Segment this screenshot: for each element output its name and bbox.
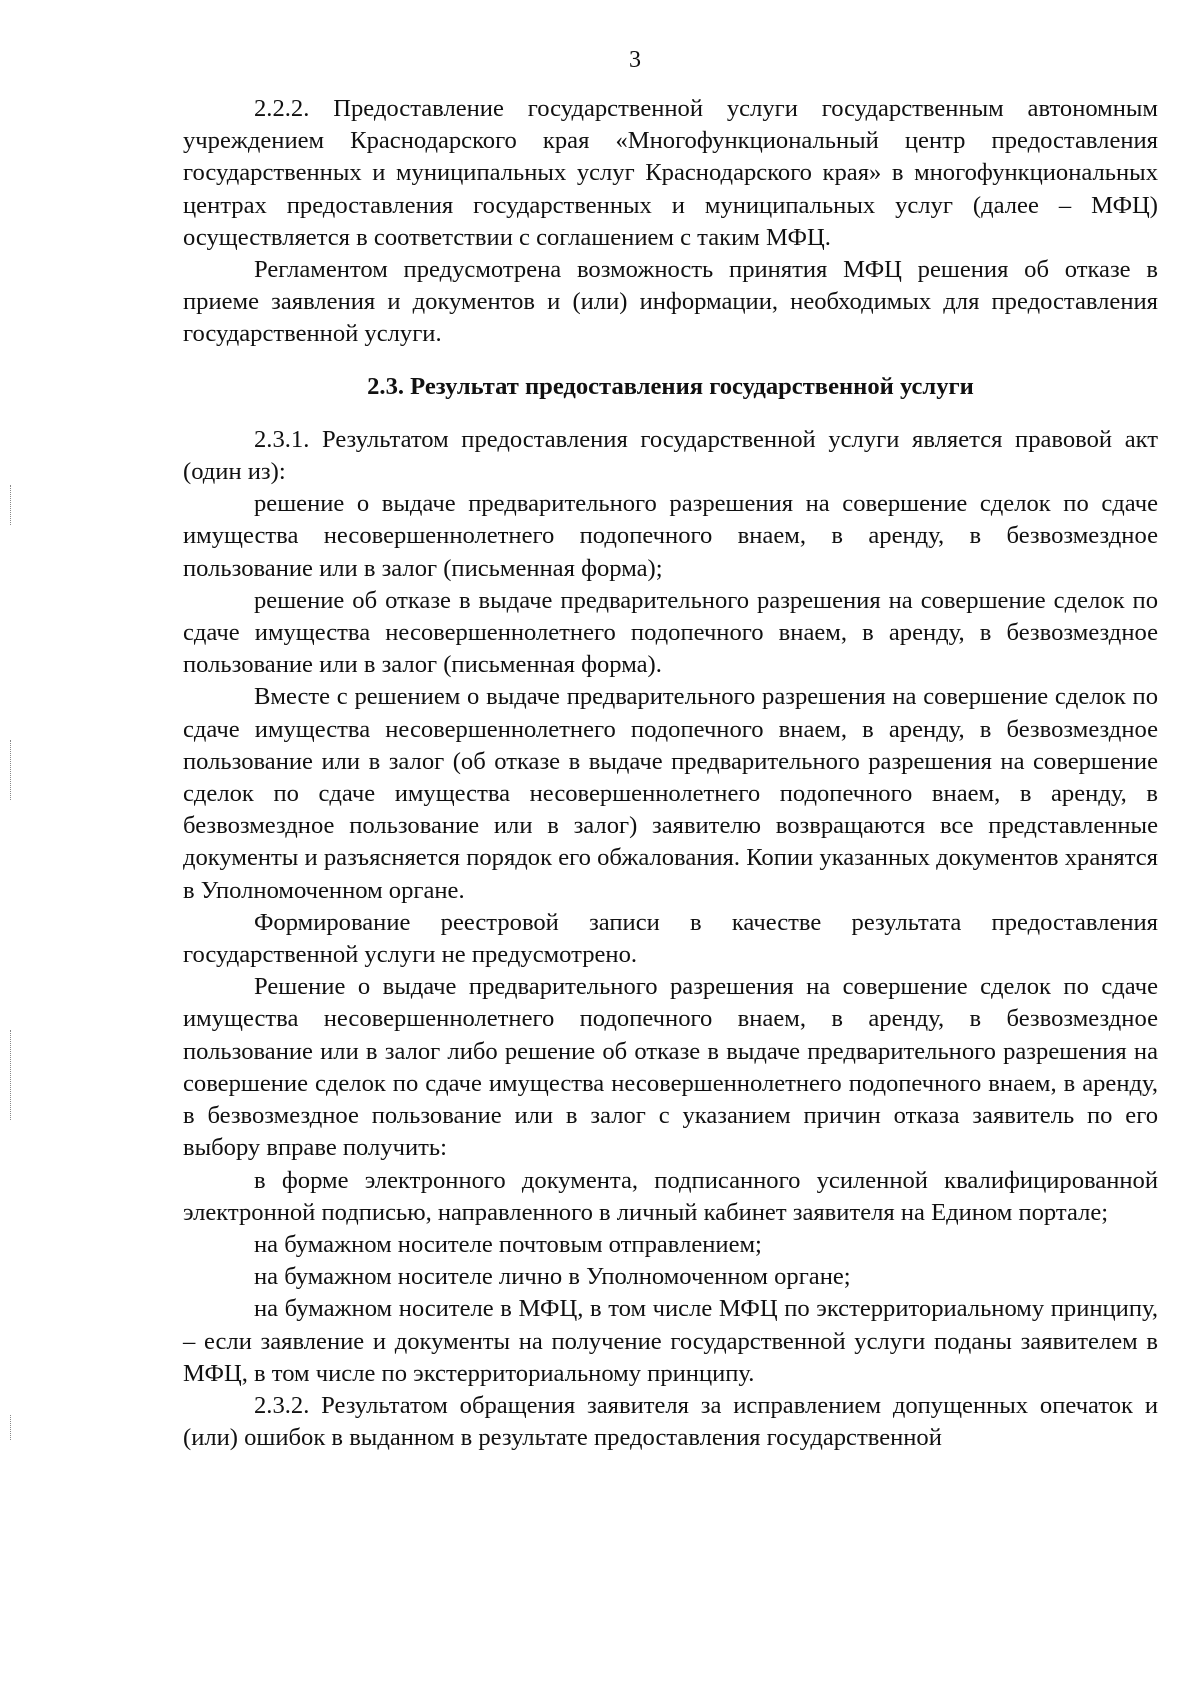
paragraph: 2.3.2. Результатом обращения заявителя за исправлением допущенных опечаток и (или) ошибок в выданном в результате предоставления государственной: [183, 1391, 1158, 1452]
paragraph: 2.3.1. Результатом предоставления государственной услуги является правовой акт (один из):: [183, 425, 1158, 486]
paragraph: Вместе с решением о выдаче предварительного разрешения на совершение сделок по сдаче имущества несовершеннолетнего подопечного внаем, в аренду, в безвозмездное пользование или в залог (об отказе в выдаче предварительного разрешения на совершение сделок по сдаче имущества несовершеннолетнего подопечного внаем, в аренду, в безвозмездное пользование или в залог) заявителю возвращаются все представленные документы и разъясняется порядок его обжалования. Копии указанных документов хранятся в Уполномоченном органе.: [183, 683, 1158, 904]
scan-margin-mark: [10, 740, 13, 800]
list-item: решение о выдаче предварительного разрешения на совершение сделок по сдаче имущества несовершеннолетнего подопечного внаем, в аренду, в безвозмездное пользование или в залог (письменная форма);: [183, 490, 1158, 582]
list-item: на бумажном носителе почтовым отправлением;: [254, 1230, 762, 1258]
scan-margin-mark: [10, 1030, 13, 1120]
list-item: решение об отказе в выдаче предварительного разрешения на совершение сделок по сдаче имущества несовершеннолетнего подопечного внаем, в аренду, в безвозмездное пользование или в залог (письменная форма).: [183, 586, 1158, 679]
paragraph: Решение о выдаче предварительного разрешения на совершение сделок по сдаче имущества несовершеннолетнего подопечного внаем, в аренду, в безвозмездное пользование или в залог либо решение об отказе в выдаче предварительного разрешения на совершение сделок по сдаче имущества несовершеннолетнего подопечного внаем, в аренду, в безвозмездное пользование или в залог с указанием причин отказа заявитель по его выбору вправе получить:: [183, 973, 1158, 1162]
paragraph: Формирование реестровой записи в качестве результата предоставления государственной услуги не предусмотрено.: [183, 908, 1158, 969]
paragraph: 2.2.2. Предоставление государственной услуги государственным автономным учреждением Краснодарского края «Многофункциональный центр предоставления государственных и муниципальных услуг Краснодарского края» в многофункциональных центрах предоставления государственных и муниципальных услуг (далее – МФЦ) осуществляется в соответствии с соглашением с таким МФЦ.: [183, 95, 1158, 251]
scan-margin-mark: [10, 485, 13, 525]
page-number: 3: [629, 47, 641, 73]
paragraph: Регламентом предусмотрена возможность принятия МФЦ решения об отказе в приеме заявления и документов и (или) информации, необходимых для предоставления государственной услуги.: [183, 256, 1158, 348]
section-heading: 2.3. Результат предоставления государственной услуги: [367, 372, 974, 400]
list-item: на бумажном носителе лично в Уполномоченном органе;: [254, 1263, 851, 1291]
scan-margin-mark: [10, 1415, 13, 1440]
list-item: в форме электронного документа, подписанного усиленной квалифицированной электронной подписью, направленного в личный кабинет заявителя на Едином портале;: [183, 1166, 1158, 1226]
document-body: [183, 93, 1158, 1454]
list-item: на бумажном носителе в МФЦ, в том числе МФЦ по экстерриториальному принципу, – если заявление и документы на получение государственной услуги поданы заявителем в МФЦ, в том числе по экстерриториальному принципу.: [183, 1295, 1158, 1387]
